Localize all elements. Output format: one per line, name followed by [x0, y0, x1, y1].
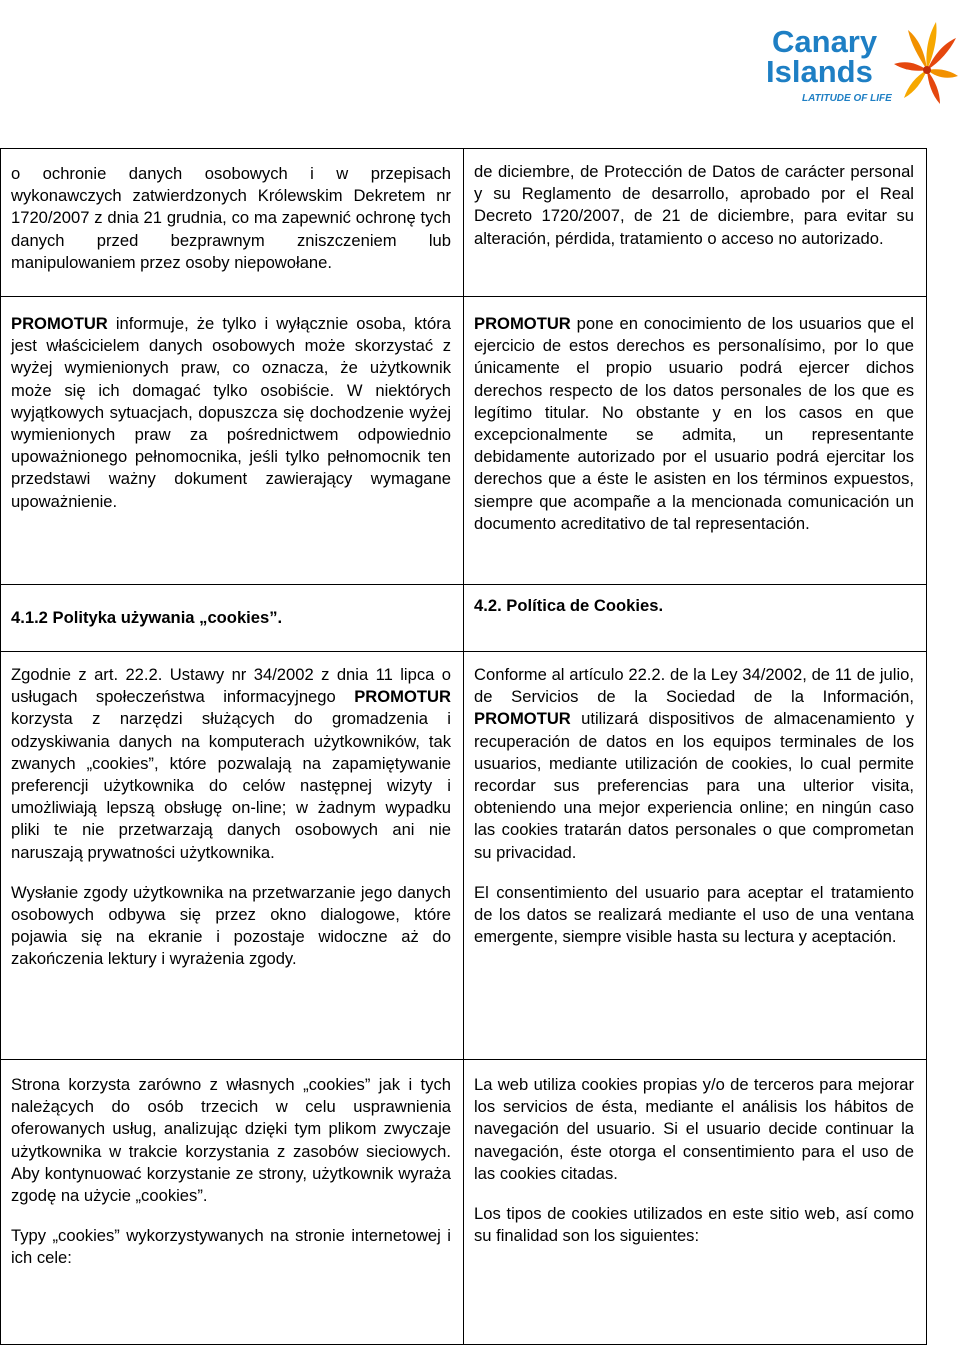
- section-heading-pl: 4.1.2 Polityka używania „cookies”.: [11, 608, 283, 627]
- logo-word-canary: Canary: [772, 24, 878, 59]
- paragraph: Wysłanie zgody użytkownika na przetwarzanie jego danych osobowych odbywa się przez okno dialogowe, które pojawia się na ekranie i pozostaje widoczne aż do zakończenia lektury i wyrażenia zgody.: [11, 882, 451, 969]
- spanish-cell: [464, 1060, 927, 1345]
- paragraph-text: Zgodnie z art. 22.2. Ustawy nr 34/2002 z dnia 11 lipca o usługach społeczeństwa informacyjnego: [11, 665, 451, 707]
- paragraph: [11, 664, 451, 864]
- promotur-name: PROMOTUR: [474, 314, 571, 333]
- table-row: [1, 1060, 927, 1345]
- paragraph: [11, 313, 451, 513]
- section-heading-es: 4.2. Política de Cookies.: [474, 596, 664, 615]
- promotur-name: PROMOTUR: [474, 709, 571, 729]
- logo-word-islands: Islands: [766, 54, 873, 89]
- promotur-name: PROMOTUR: [11, 314, 108, 333]
- logo-tagline: LATITUDE OF LIFE: [802, 93, 892, 104]
- flower-icon: [894, 22, 958, 104]
- paragraph: La web utiliza cookies propias y/o de terceros para mejorar los servicios de ésta, mediante el análisis los hábitos de navegación del usuario. Si el usuario decide continuar la navegación, éste otorga el consentimiento para el uso de las cookies citadas.: [474, 1075, 914, 1183]
- polish-cell: [1, 585, 464, 652]
- spanish-cell: [464, 585, 927, 652]
- spanish-cell: [464, 297, 927, 585]
- paragraph-text: informuje, że tylko i wyłącznie osoba, która jest właścicielem danych osobowych może skorzystać z wyżej wymienionych praw, co oznacza, że użytkownik może się ich domagać tylko osobiście. W niektórych wyjątkowych sytuacjach, dopuszcza się dochodzenie wyżej wymienionych praw za pośrednictwem odpowiednio upoważnionego pełnomocnika, jeśli tylko pełnomocnik ten przedstawi ważny dokument zawierający wymagane upoważnienie.: [11, 314, 451, 511]
- bilingual-table: [0, 148, 927, 1345]
- polish-cell: [1, 1060, 464, 1345]
- paragraph: El consentimiento del usuario para aceptar el tratamiento de los datos se realizará mediante el uso de una ventana emergente, siempre visible hasta su lectura y aceptación.: [474, 882, 914, 947]
- paragraph: Typy „cookies” wykorzystywanych na stronie internetowej i ich cele:: [11, 1226, 451, 1268]
- promotur-name: PROMOTUR: [354, 687, 451, 707]
- table-row: [1, 585, 927, 652]
- polish-cell: [1, 149, 464, 297]
- paragraph: Strona korzysta zarówno z własnych „cookies” jak i tych należących do osób trzecich w celu usprawnienia oferowanych usług, analizując dzięki tym plikom zwyczaje użytkownika w trakcie korzystania z zasobów sieciowych. Aby kontynuować korzystanie ze strony, użytkownik wyraża zgodę na użycie „cookies”.: [11, 1075, 451, 1206]
- paragraph: o ochronie danych osobowych i w przepisach wykonawczych zatwierdzonych Królewskim Dekretem nr 1720/2007 z dnia 21 grudnia, co ma zapewnić ochronę tych danych przed bezprawnym zniszczeniem lub manipulowaniem przez osoby niepowołane.: [11, 164, 451, 272]
- paragraph: [474, 664, 914, 864]
- polish-cell: [1, 297, 464, 585]
- paragraph-text: Conforme al artículo 22.2. de la Ley 34/2002, de 11 de julio, de Servicios de la Sociedad de la Información,: [474, 665, 914, 707]
- polish-cell: [1, 652, 464, 1060]
- spanish-cell: [464, 149, 927, 297]
- paragraph-text: utilizará dispositivos de almacenamiento y recuperación de datos en los equipos terminales de los usuarios, mediante utilización de cookies, lo cual permite recordar sus preferencias para una ulterior visita, obteniendo una mejor experiencia online; en ningún caso las cookies tratarán datos personales o que comprometan su privacidad.: [474, 709, 914, 862]
- table-row: [1, 297, 927, 585]
- paragraph: [474, 313, 914, 535]
- paragraph-text: korzysta z narzędzi służących do gromadzenia i odzyskiwania danych na komputerach użytkowników, tak zwanych „cookies”, które pozwalają na zapamiętywanie preferencji użytkownika do celów następnej wizyty i umożliwiają lepszą obsługę on-line; w żadnym wypadku pliki te nie przetwarzają danych osobowych ani nie naruszają prywatności użytkownika.: [11, 709, 451, 862]
- canary-islands-logo: [722, 0, 958, 126]
- paragraph: de diciembre, de Protección de Datos de carácter personal y su Reglamento de desarrollo, aprobado por el Real Decreto 1720/2007, de 21 de diciembre, para evitar su alteración, pérdida, tratamiento o acceso no autorizado.: [474, 162, 914, 248]
- spanish-cell: [464, 652, 927, 1060]
- table-row: [1, 652, 927, 1060]
- table-row: [1, 149, 927, 297]
- paragraph: Los tipos de cookies utilizados en este sitio web, así como su finalidad son los siguientes:: [474, 1204, 914, 1246]
- paragraph-text: pone en conocimiento de los usuarios que el ejercicio de estos derechos es personalísimo, por lo que únicamente el propio usuario podrá ejercer dichos derechos respecto de los datos personales de los que es legítimo titular. No obstante y en los casos en que excepcionalmente se admita, un representante debidamente autorizado por el usuario podrá ejercitar los derechos que a éste le asisten en los términos expuestos, siempre que acompañe a la mencionada comunicación un documento acreditativo de tal representación.: [474, 314, 914, 533]
